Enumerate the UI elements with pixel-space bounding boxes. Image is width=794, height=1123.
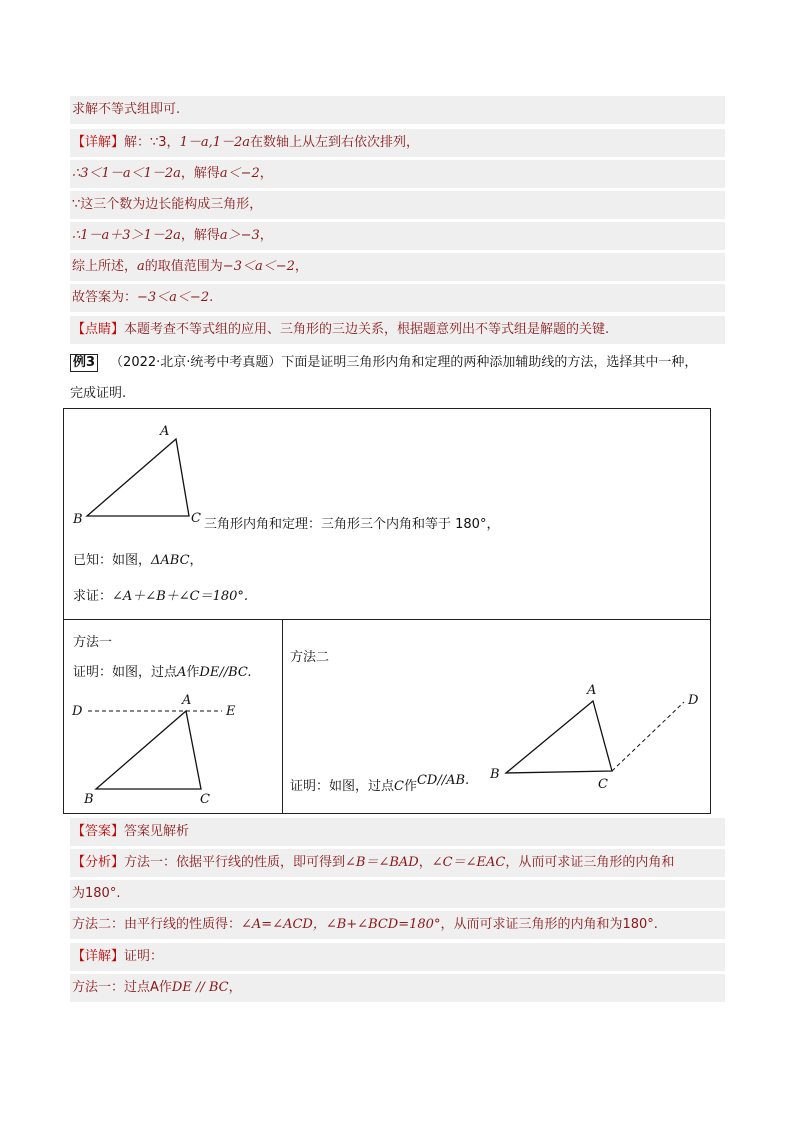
- note-tag: 【点睛】: [72, 322, 125, 337]
- answer-line-2: [70, 849, 725, 877]
- method-1-proof: [73, 661, 252, 680]
- table-divider-horizontal: [64, 619, 710, 620]
- math: ∠A＋∠B＋∠C＝180°.: [112, 589, 249, 604]
- answer-line-3: [70, 880, 725, 908]
- text: ，: [259, 228, 273, 243]
- math: A: [177, 665, 187, 680]
- answer-tag: 【答案】: [72, 824, 125, 839]
- label-D: D: [688, 693, 699, 708]
- detail-tag: 【详解】: [72, 949, 125, 964]
- label-A: A: [587, 683, 597, 698]
- text: 证明：: [124, 949, 164, 964]
- triangle-figure-method-1: [64, 684, 282, 812]
- method-1-title: 方法一: [73, 635, 113, 650]
- answer-line-6: [70, 974, 725, 1002]
- solution-line-2: [70, 129, 725, 157]
- text: 答案见解析: [124, 824, 190, 839]
- triangle-figure-method-2: [484, 674, 710, 804]
- text: 方法一：依据平行线的性质，即可得到: [124, 855, 346, 870]
- text: ，解得: [180, 166, 220, 181]
- label-A: A: [182, 693, 192, 708]
- label-C: C: [200, 792, 210, 807]
- text: 作: [403, 779, 417, 794]
- text: ，: [259, 166, 273, 181]
- answer-line-1: [70, 818, 725, 846]
- label-C: C: [191, 511, 201, 526]
- math: a＜−2: [219, 166, 260, 181]
- table-divider-vertical: [282, 619, 283, 814]
- example-3-line-1: [70, 349, 697, 377]
- given-text: [73, 549, 203, 568]
- math: C: [394, 779, 404, 794]
- label-B: B: [490, 767, 500, 782]
- label-C: C: [598, 777, 608, 792]
- text: 方法二：由平行线的性质得：: [72, 917, 242, 932]
- text: 证明：如图，过点: [73, 665, 178, 680]
- text: ，从而可求证三角形的内角和为180°.: [440, 917, 658, 932]
- text: 在数轴上从左到右依次排列，: [250, 135, 420, 150]
- math: ΔABC: [151, 553, 190, 568]
- question-table: [63, 408, 711, 814]
- label-B: B: [84, 792, 94, 807]
- analysis-tag: 【分析】: [72, 855, 125, 870]
- text: 完成证明.: [70, 386, 127, 401]
- text: ，解得: [180, 228, 220, 243]
- text: 求解不等式组即可.: [72, 102, 181, 117]
- solution-line-5: [70, 222, 725, 250]
- text: 作: [186, 665, 200, 680]
- text: 故答案为：: [72, 290, 138, 305]
- math: ∠A=∠ACD，∠B+∠BCD=180°: [241, 917, 441, 932]
- text: ，: [294, 259, 308, 274]
- example-3-line-2: [70, 380, 126, 408]
- example-badge: 例3: [70, 354, 98, 372]
- text: 综上所述，: [72, 259, 138, 274]
- text: 证明：如图，过点: [290, 779, 395, 794]
- text: ，: [228, 980, 242, 995]
- solution-line-6: [70, 253, 725, 281]
- theorem-text: 三角形内角和定理：三角形三个内角和等于 180°，: [204, 517, 500, 532]
- math: DE // BC: [171, 980, 229, 995]
- solution-line-3: [70, 160, 725, 188]
- text: .: [209, 290, 214, 305]
- math: DE//BC.: [199, 665, 252, 680]
- solution-line-1: [70, 96, 725, 124]
- solution-line-7: [70, 284, 725, 312]
- text: 方法一：过点A作: [72, 980, 172, 995]
- text: 的取值范围为: [144, 259, 223, 274]
- math: −3＜a＜−2: [222, 259, 295, 274]
- math: −3＜a＜−2: [137, 290, 210, 305]
- text: ，: [418, 855, 432, 870]
- math: ∠C＝∠EAC: [431, 855, 506, 870]
- text: 已知：如图，: [73, 553, 152, 568]
- math: a: [137, 259, 145, 274]
- method-2-proof: [290, 775, 469, 794]
- prove-text: [73, 585, 248, 604]
- answer-line-5: [70, 943, 725, 971]
- label-B: B: [73, 512, 83, 527]
- math: ∠B＝∠BAD: [345, 855, 419, 870]
- math: ∴1－a＋3＞1－2a: [72, 228, 181, 243]
- text: 本题考查不等式组的应用、三角形的三边关系，根据题意列出不等式组是解题的关键.: [124, 322, 610, 337]
- text: （2022·北京·统考中考真题）下面是证明三角形内角和定理的两种添加辅助线的方法，选择其中一种，: [110, 355, 698, 370]
- label-A: A: [160, 424, 170, 439]
- text: ，从而可求证三角形的内角和: [505, 855, 675, 870]
- text: ，: [189, 553, 203, 568]
- math: 1－a,1－2a: [179, 135, 251, 150]
- math: ∴3＜1－a＜1－2a: [72, 166, 181, 181]
- text: 求证：: [73, 589, 113, 604]
- answer-line-4: [70, 911, 725, 939]
- label-D: D: [72, 704, 83, 719]
- solution-line-4: [70, 191, 725, 219]
- math: CD//AB.: [416, 773, 470, 788]
- solution-line-8: [70, 316, 725, 344]
- method-2-title: 方法二: [290, 650, 330, 665]
- text: 为180°.: [72, 886, 121, 901]
- math: a＞−3: [219, 228, 260, 243]
- text: ∵这三个数为边长能构成三角形，: [72, 197, 263, 212]
- label-E: E: [226, 704, 236, 719]
- text: 解：∵3，: [124, 135, 180, 150]
- detail-tag: 【详解】: [72, 135, 125, 150]
